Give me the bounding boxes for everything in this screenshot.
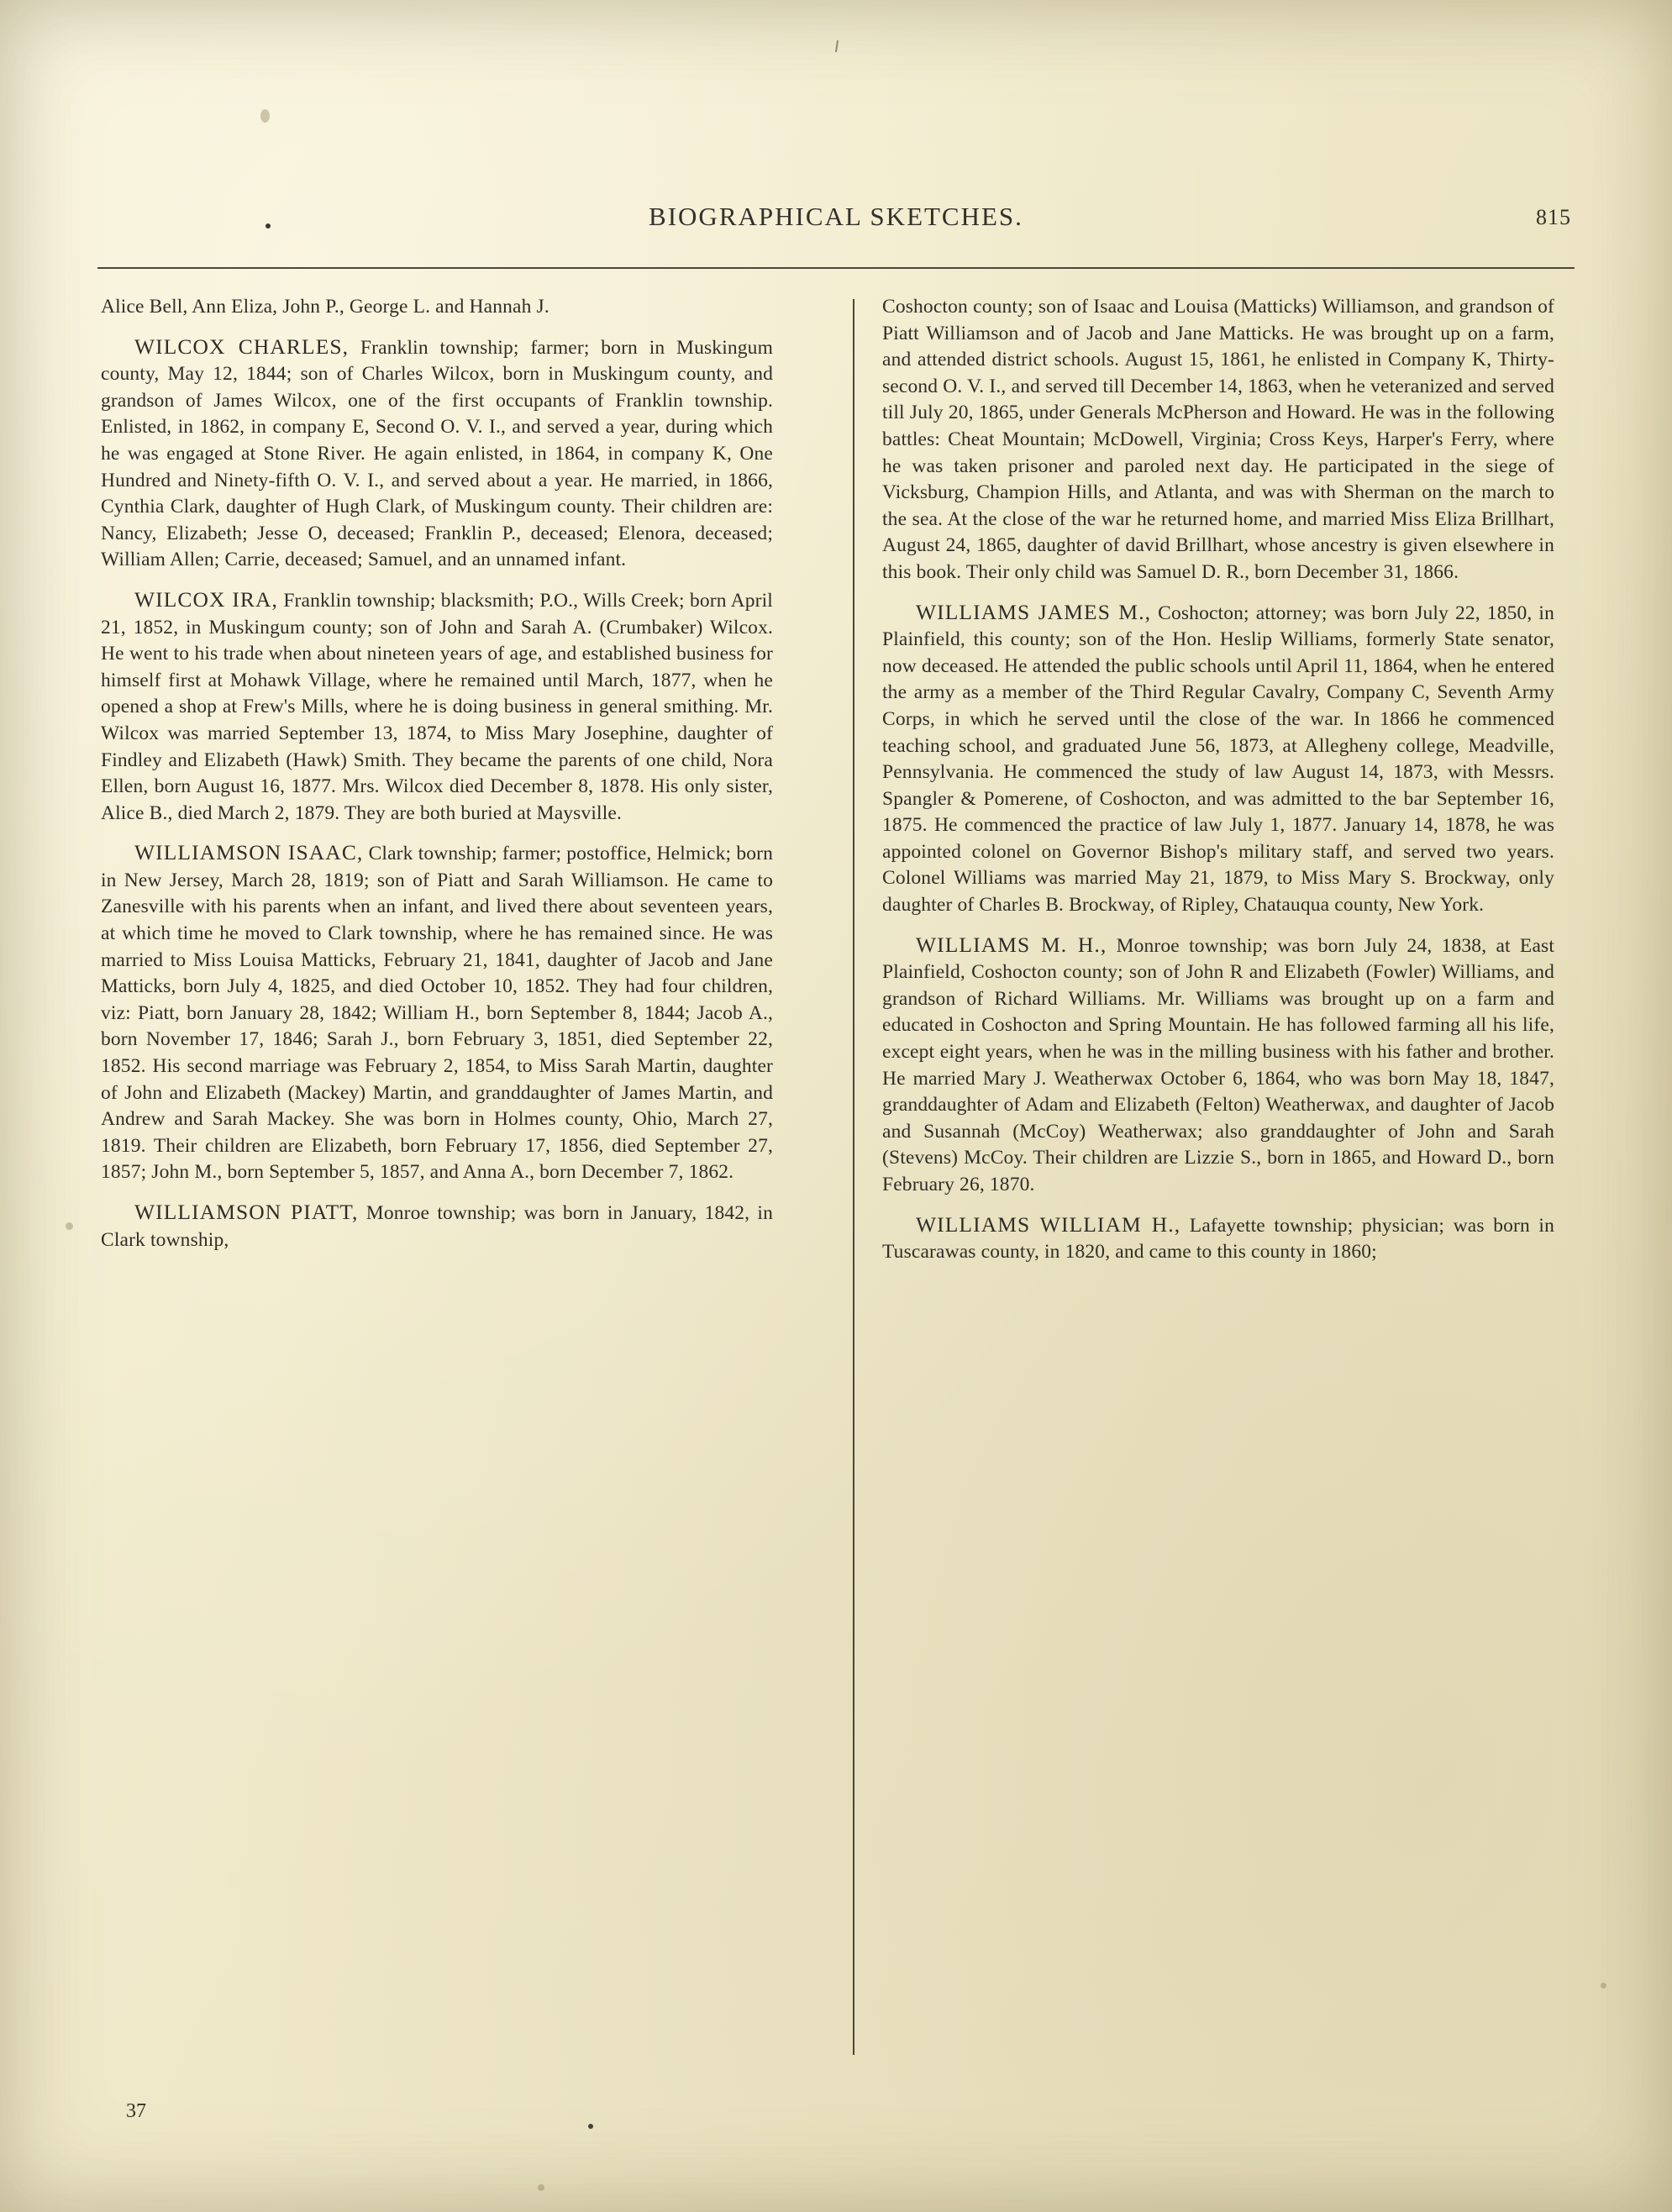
entry-text: Clark township; farmer; postoffice, Helmick; born in New Jersey, March 28, 1819; son of Piatt and Sarah Williamson. He came to Zanesville with his parents when an infant, and lived there about seventeen years, at which time he moved to Clark township, where he has remained since. He was married to Miss Louisa Matticks, February 21, 1841, daughter of Jacob and Jane Matticks, born July 4, 1825, and died October 10, 1852. They had four children, viz: Piatt, born January 28, 1842; William H., born September 8, 1844; Jacob A., born November 17, 1846; Sarah J., born February 3, 1851, died September 22, 1852. His second marriage was February 2, 1854, to Miss Sarah Martin, daughter of John and Elizabeth (Mackey) Martin, and granddaughter of James Martin, and Andrew and Sarah Mackey. She was born in Holmes county, Ohio, March 27, 1819. Their children are Elizabeth, born February 17, 1856, died September 27, 1857; John M., born September 5, 1857, and Anna A., born December 7, 1862. <box>101 843 774 1184</box>
entry-text: Monroe township; was born in January, 1842, in Clark township, <box>101 1202 774 1251</box>
paper-speck <box>538 2184 544 2191</box>
entry-williamson-piatt <box>101 1198 773 1253</box>
page-header <box>101 202 1571 247</box>
entry-headword: WILLIAMS WILLIAM H., <box>916 1211 1181 1237</box>
paragraph-williamson-piatt-continued <box>882 294 1554 586</box>
header-tick-mark <box>835 40 839 52</box>
entry-williams-william-h <box>882 1211 1554 1266</box>
page-title: BIOGRAPHICAL SKETCHES. <box>649 202 1023 231</box>
paragraph-text: Coshocton county; son of Isaac and Louisa (Matticks) Williamson, and grandson of Piatt Williamson and of Jacob and Jane Matticks. He was brought up on a farm, and attended district schools. August 15, 1861, he enlisted in Company K, Thirty-second O. V. I., and served till December 14, 1863, when he veteranized and served till July 20, 1865, under Generals McPherson and Howard. He was in the following battles: Cheat Mountain; McDowell, Virginia; Cross Keys, Harper's Ferry, where he was taken prisoner and paroled next day. He participated in the siege of Vicksburg, Champion Hills, and Atlanta, and was with Sherman on the march to the sea. At the close of the war he returned home, and married Miss Eliza Brillhart, August 24, 1865, daughter of david Brillhart, whose ancestry is given elsewhere in this book. Their only child was Samuel D. R., born December 31, 1866. <box>882 296 1554 583</box>
entry-text: Coshocton; attorney; was born July 22, 1850, in Plainfield, this county; son of the Hon. Heslip Williams, formerly State senator, now deceased. He attended the public schools until April 11, 1864, when he entered the army as a member of the Third Regular Cavalry, Company C, Seventh Army Corps, in which he served until the close of the war. In 1866 he commenced teaching school, and graduated June 56, 1873, at Allegheny college, Meadville, Pennsylvania. He commenced the study of law August 14, 1873, with Messrs. Spangler & Pomerene, of Coshocton, and was admitted to the bar September 16, 1875. He commenced the practice of law July 1, 1877. January 14, 1878, he was appointed colonel on Governor Bishop's military staff, and served two years. Colonel Williams was married May 21, 1879, to Miss Mary S. Brockway, only daughter of Charles B. Brockway, of Ripley, Chatauqua county, New York. <box>882 602 1554 917</box>
entry-wilcox-ira <box>101 586 773 827</box>
paragraph-alice-bell <box>101 294 773 321</box>
entry-text: Franklin township; farmer; born in Muskingum county, May 12, 1844; son of Charles Wilcox, born in Muskingum county, and grandson of James Wilcox, one of the first occupants of Franklin township. Enlisted, in 1862, in company E, Second O. V. I., and served a year, during which he was engaged at Stone River. He again enlisted, in 1864, in company K, One Hundred and Ninety-fifth O. V. I., and served about a year. He married, in 1866, Cynthia Clark, daughter of Hugh Clark, of Muskingum county. Their children are: Nancy, Elizabeth; Jesse O, deceased; Franklin P., deceased; Elenora, deceased; William Allen; Carrie, deceased; Samuel, and an unnamed infant. <box>101 336 773 571</box>
entry-headword: WILCOX IRA, <box>134 586 279 612</box>
entry-wilcox-charles <box>101 333 773 574</box>
paper-speck <box>66 1222 73 1230</box>
entry-williams-m-h <box>882 931 1554 1199</box>
page-number: 815 <box>1536 205 1571 229</box>
entry-headword: WILLIAMS M. H., <box>916 932 1107 957</box>
entry-text: Franklin township; blacksmith; P.O., Wills Creek; born April 21, 1852, in Muskingum county; son of John and Sarah A. (Crumbaker) Wilcox. He went to his trade when about nineteen years of age, and established business for himself first at Mohawk Village, where he remained until March, 1877, when he opened a shop at Frew's Mills, where he is doing business in general smithing. Mr. Wilcox was married September 13, 1874, to Miss Mary Josephine, daughter of Findley and Elizabeth (Hawk) Smith. They became the parents of one child, Nora Ellen, born August 16, 1877. Mrs. Wilcox died December 8, 1878. His only sister, Alice B., died March 2, 1879. They are both buried at Maysville. <box>101 589 773 824</box>
entry-headword: WILCOX CHARLES, <box>134 334 350 359</box>
right-column <box>882 294 1554 1278</box>
left-column <box>101 294 773 1265</box>
signature-mark: 37 <box>126 2100 146 2122</box>
entry-headword: WILLIAMSON ISAAC, <box>134 840 364 865</box>
entry-headword: WILLIAMS JAMES M., <box>916 599 1152 624</box>
entry-text: Lafayette township; physician; was born in Tuscarawas county, in 1820, and came to this county in 1860; <box>882 1214 1554 1264</box>
entry-text: Monroe township; was born July 24, 1838, at East Plainfield, Coshocton county; son of John R and Elizabeth (Fowler) Williams, and grandson of Richard Williams. Mr. Williams was brought up on a farm and educated in Coshocton and Spring Mountain. He has followed farming all his life, except eight years, when he was in the milling business with his father and brother. He married Mary J. Weatherwax October 6, 1864, who was born May 18, 1847, granddaughter of Adam and Elizabeth (Felton) Weatherwax, and daughter of Jacob and Susannah (McCoy) Weatherwax; also granddaughter of John and Sarah (Stevens) McCoy. Their children are Lizzie S., born in 1865, and Howard D., born February 26, 1870. <box>882 934 1554 1195</box>
paper-speck <box>260 109 270 123</box>
footer-dot-ornament <box>588 2124 593 2129</box>
entry-headword: WILLIAMSON PIATT, <box>134 1200 359 1224</box>
header-rule <box>97 267 1575 269</box>
entry-williams-james-m <box>882 598 1554 919</box>
column-divider <box>853 299 854 2055</box>
paper-speck <box>1601 1983 1606 1989</box>
body-columns <box>101 294 1571 2075</box>
entry-williamson-isaac <box>101 838 773 1186</box>
paragraph-text: Alice Bell, Ann Eliza, John P., George L. and Hannah J. <box>101 296 549 318</box>
